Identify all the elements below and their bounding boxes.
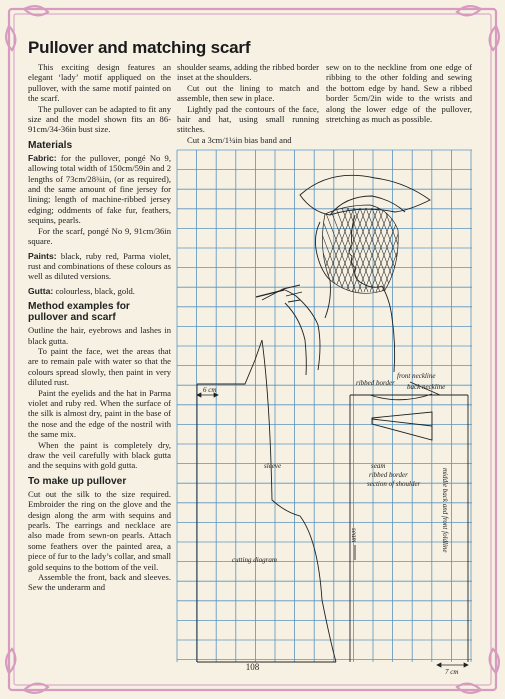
label-seam-vertical: seam (350, 528, 358, 543)
method-paragraph-3: Paint the eyelids and the hat in Parma violet and ruby red. When the surface of the silk is almost dry, paint in the base of the nose and the edge of the nostril with the same mix. (28, 387, 171, 440)
veil-line (394, 208, 426, 292)
method-heading: Method examples for pullover and scarf (28, 301, 130, 324)
col2-paragraph-4: Cut a 3cm/1¼in bias band and (187, 134, 292, 145)
col2-paragraph-1: shoulder seams, adding the ribbed border inset at the shoulders. (177, 62, 319, 83)
veil-line (372, 208, 404, 292)
method-paragraph-4: When the paint is completely dry, draw the veil carefully with black gutta and the sequins with gold gutta. (28, 439, 171, 471)
scarf-paragraph: For the scarf, pongé No 9, 91cm/36in square. (28, 225, 171, 247)
veil-line (340, 208, 372, 292)
materials-heading: Materials (28, 139, 73, 151)
page-title: Pullover and matching scarf (28, 38, 251, 57)
veil-line (306, 208, 338, 292)
makeup-paragraph-1: Cut out the silk to the size required. Embroider the ring on the glove and the design along the arm with sequins and pearls. The earrings and necklace are also made from sewn-on pearls. Attach some feathers over the painted area, a piece of fur to the lady’s collar, and small gold sequins to the bottom of the veil. (28, 488, 171, 572)
veil-line (378, 208, 410, 292)
label-section-of-shoulder: section of shoulder (367, 480, 421, 488)
page-number: 108 (245, 662, 260, 672)
label-back-neckline: back neckline (407, 383, 446, 391)
label-6cm: 6 cm (203, 386, 217, 394)
veil-line (358, 208, 390, 292)
veil-line (312, 208, 344, 292)
label-middle-fold: middle back and front foldline (441, 468, 449, 553)
intro-size-paragraph: The pullover can be adapted to fit any size and the model shown fits an 86-91cm/34-36in bust size. (28, 103, 171, 135)
makeup-heading: To make up pullover (28, 475, 127, 487)
veil-line (328, 208, 360, 292)
dimension-marks (197, 393, 468, 667)
veil-line (390, 208, 422, 292)
veil-line (406, 208, 438, 292)
method-paragraph-1: Outline the hair, eyebrows and lashes in black gutta. (28, 325, 171, 346)
veil-line (412, 208, 444, 292)
label-ribbed-border-2: ribbed border (369, 471, 408, 479)
veil-line (282, 208, 314, 292)
label-cutting-diagram: cutting diagram (232, 556, 277, 564)
veil-line (376, 208, 408, 292)
grid-lines (177, 150, 472, 662)
col3-paragraph-1: sew on to the neckline from one edge of ribbing to the other folding and sewing the bottom edge by hand. Sew a ribbed border 5cm/2in wide to the wrists and along the lower edge of the pullover, stretching as much as possible. (326, 62, 472, 125)
paints-paragraph: Paints: black, ruby red, Parma violet, rust and combinations of these colours as well as diluted versions. (28, 250, 171, 282)
veil-line (288, 208, 320, 292)
makeup-paragraph-2: Assemble the front, back and sleeves. Sew the underarm and (28, 572, 171, 593)
veil-line (370, 208, 402, 292)
label-sleeve: sleeve (264, 462, 282, 470)
veil-line (418, 208, 450, 292)
method-paragraph-2: To paint the face, wet the areas that are to remain pale with water so that the colours spread slowly, then paint in very diluted rust. (28, 345, 171, 388)
veil-line (352, 208, 384, 292)
label-ribbed-border: ribbed border (356, 379, 395, 387)
label-front-neckline: front neckline (397, 372, 436, 380)
label-7cm: 7 cm (445, 668, 459, 676)
veil-line (384, 208, 416, 292)
col2-paragraph-2: Cut out the lining to match and assemble, then sew in place. (177, 82, 319, 104)
veil-mesh (282, 208, 456, 292)
label-seam: seam (371, 462, 386, 470)
veil-line (400, 208, 432, 292)
veil-line (354, 208, 386, 292)
veil-line (316, 208, 348, 292)
intro-paragraph: This exciting design features an elegant ‘lady’ motif appliqued on the pullover, with the same motif painted on the scarf. (28, 62, 171, 104)
lady-motif-illustration (256, 175, 430, 375)
veil-line (364, 208, 396, 292)
gutta-paragraph: Gutta: colourless, black, gold. (28, 285, 135, 296)
veil-line (334, 208, 366, 292)
veil-line (330, 208, 362, 292)
veil-line (360, 208, 392, 292)
fabric-paragraph: Fabric: for the pullover, pongé No 9, allowing total width of 150cm/59in and 2 lengths of 73cm/28¾in, (or as required), and the same amount of fine jersey for lining; length of machine-ribbed jersey edging; oddments of fake fur, feathers, sequins, pearls. (28, 152, 172, 226)
veil-line (342, 208, 374, 292)
veil-line (294, 208, 326, 292)
col2-paragraph-3: Lightly pad the contours of the face, hair and hat, using small running stitches. (177, 103, 319, 135)
veil-line (348, 208, 380, 292)
veil-line (336, 208, 368, 292)
